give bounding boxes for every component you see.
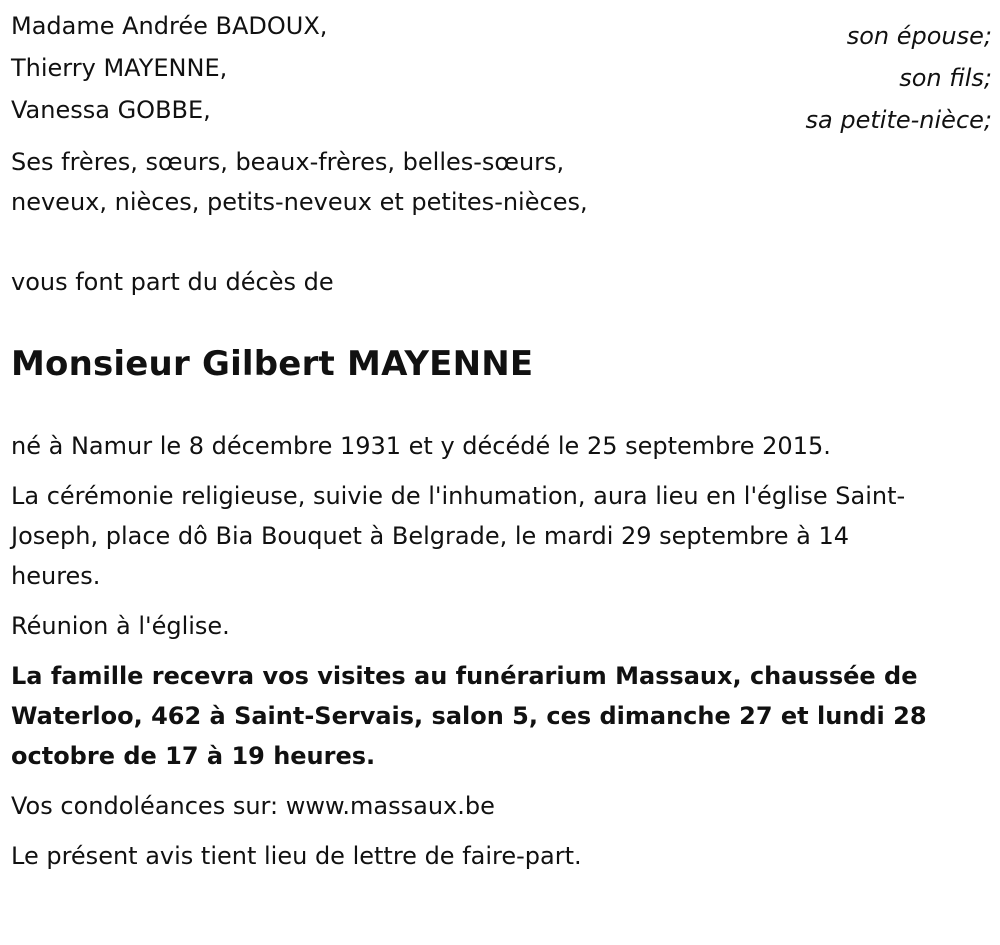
reunion-text: Réunion à l'église.	[11, 612, 230, 640]
family-member-name: Vanessa GOBBE,	[11, 96, 211, 124]
announcement-text: vous font part du décès de	[11, 268, 334, 296]
relatives-line: neveux, nièces, petits-neveux et petites-nièces,	[11, 188, 588, 216]
condolences-text: Vos condoléances sur: www.massaux.be	[11, 792, 495, 820]
visits-line: La famille recevra vos visites au funérarium Massaux, chaussée de	[11, 662, 918, 690]
family-member-name: Thierry MAYENNE,	[11, 54, 228, 82]
visits-text	[11, 656, 988, 776]
family-member-son	[11, 48, 992, 92]
family-member-role: son épouse;	[846, 22, 992, 50]
ceremony-text	[11, 476, 988, 596]
ceremony-line: La cérémonie religieuse, suivie de l'inhumation, aura lieu en l'église Saint-	[11, 482, 906, 510]
family-member-grandniece	[11, 90, 992, 134]
family-member-name: Madame Andrée BADOUX,	[11, 12, 328, 40]
relatives-line: Ses frères, sœurs, beaux-frères, belles-sœurs,	[11, 148, 565, 176]
birth-death-text: né à Namur le 8 décembre 1931 et y décédé le 25 septembre 2015.	[11, 432, 831, 460]
visits-line: octobre de 17 à 19 heures.	[11, 742, 376, 770]
visits-line: Waterloo, 462 à Saint-Servais, salon 5, ces dimanche 27 et lundi 28	[11, 702, 927, 730]
ceremony-line: heures.	[11, 562, 101, 590]
relatives-list	[11, 142, 988, 222]
family-member-role: sa petite-nièce;	[805, 106, 992, 134]
deceased-name: Monsieur Gilbert MAYENNE	[11, 344, 534, 384]
notice-text: Le présent avis tient lieu de lettre de faire-part.	[11, 842, 582, 870]
ceremony-line: Joseph, place dô Bia Bouquet à Belgrade, le mardi 29 septembre à 14	[11, 522, 850, 550]
family-member-spouse	[11, 6, 992, 50]
family-member-role: son fils;	[899, 64, 992, 92]
